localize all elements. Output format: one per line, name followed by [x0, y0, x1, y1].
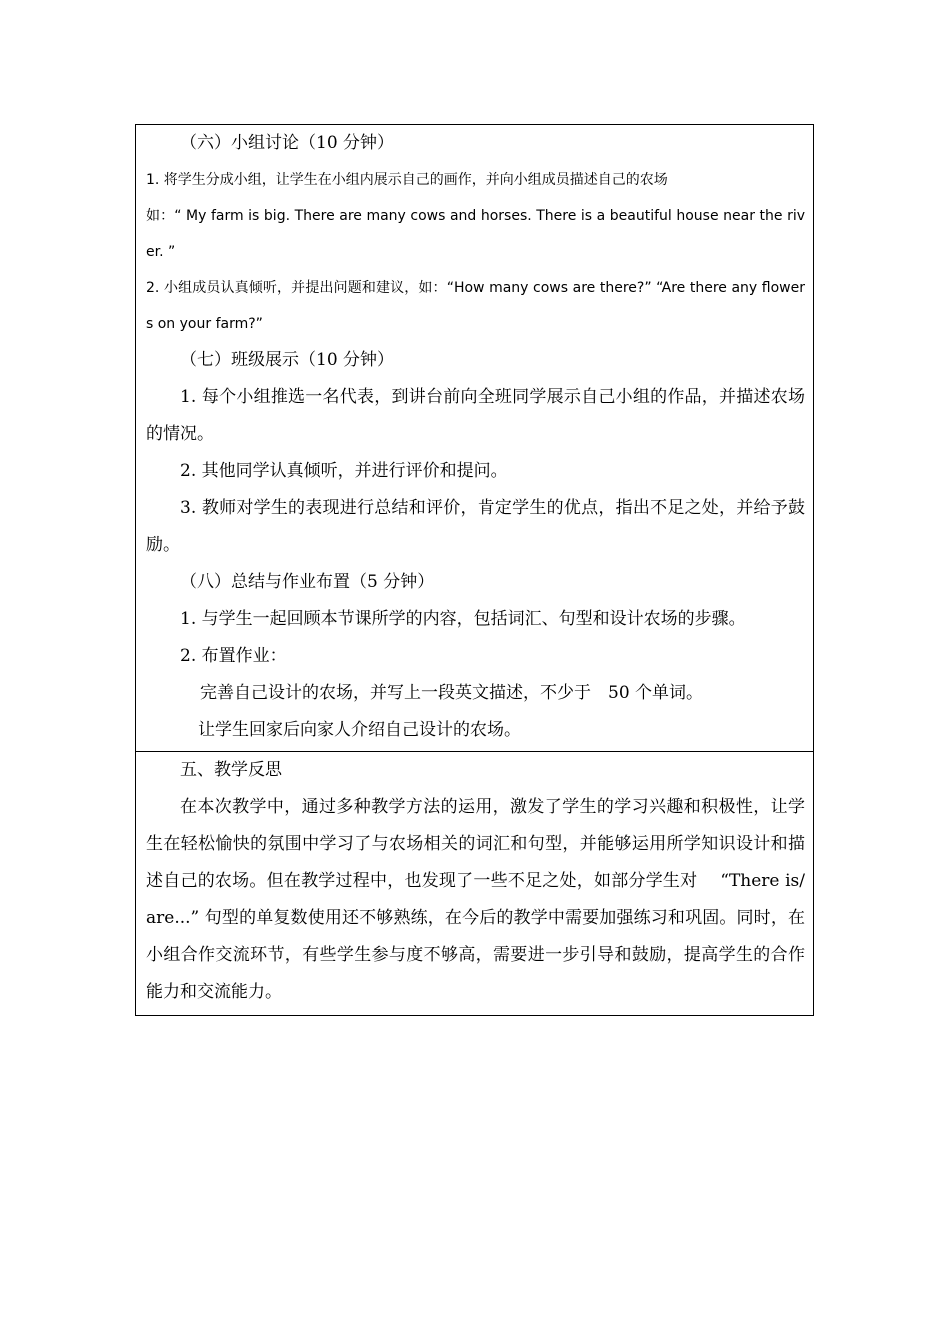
homework-item1: 完善自己设计的农场，并写上一段英文描述，不少于 50 个单词。 [200, 683, 704, 703]
activities-cell [136, 125, 813, 751]
section7-heading: （七）班级展示（10 分钟） [180, 350, 395, 370]
section7-item1: 1. 每个小组推选一名代表，到讲台前向全班同学展示自己小组的作品，并描述农场的情况。 [146, 387, 805, 444]
section6-example1: 如：“ My farm is big. There are many cows and horses. There is a beautiful house near the river. ” [146, 208, 805, 260]
section6-item1: 1. 将学生分成小组，让学生在小组内展示自己的画作，并向小组成员描述自己的农场 [146, 172, 668, 188]
reflection-body: 在本次教学中，通过多种教学方法的运用，激发了学生的学习兴趣和积极性，让学生在轻松愉快的氛围中学习了与农场相关的词汇和句型，并能够运用所学知识设计和描述自己的农场。但在教学过程中，也发现了一些不足之处，如部分学生对 “There is/are...” 句型的单复数使用还不够熟练，在今后的教学中需要加强练习和巩固。同时，在小组合作交流环节，有些学生参与度不够高，需要进一步引导和鼓励，提高学生的合作能力和交流能力。 [146, 797, 805, 1002]
homework-item2: 让学生回家后向家人介绍自己设计的农场。 [198, 720, 521, 740]
section7-item3: 3. 教师对学生的表现进行总结和评价，肯定学生的优点，指出不足之处，并给予鼓励。 [146, 498, 805, 555]
section6-item2: 2. 小组成员认真倾听，并提出问题和建议，如：“How many cows are there?” “Are there any flowers on your farm?” [146, 280, 805, 332]
lesson-plan-table [135, 124, 814, 1016]
section7-item2: 2. 其他同学认真倾听，并进行评价和提问。 [180, 461, 508, 481]
section8-item1: 1. 与学生一起回顾本节课所学的内容，包括词汇、句型和设计农场的步骤。 [180, 609, 746, 629]
reflection-heading: 五、教学反思 [180, 760, 282, 780]
reflection-cell [136, 751, 813, 1015]
section8-heading: （八）总结与作业布置（5 分钟） [180, 572, 435, 592]
section8-item2: 2. 布置作业： [180, 646, 287, 666]
section6-heading: （六）小组讨论（10 分钟） [180, 133, 395, 153]
